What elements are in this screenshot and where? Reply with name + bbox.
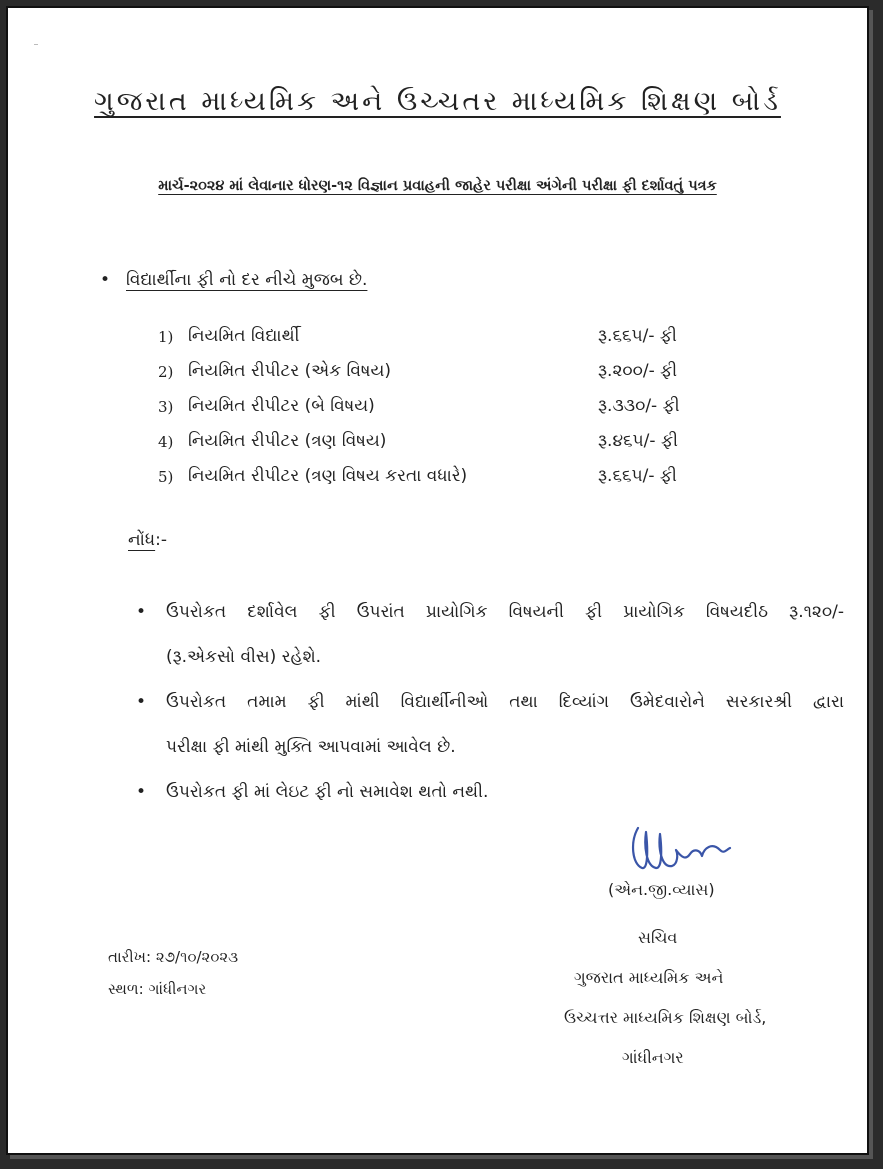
fee-row (158, 431, 718, 466)
fee-row-amount: રૂ.૪૬૫/- ફી (598, 431, 678, 451)
place-line: સ્થળ: ગાંધીનગર (108, 980, 207, 998)
fee-row-label: નિયમિત રીપીટર (બે વિષય) (188, 396, 375, 416)
document-subtitle: માર્ચ-૨૦૨૪ માં લેવાનાર ધોરણ-૧૨ વિજ્ઞાન પ્રવાહની જાહેર પરીક્ષા અંગેની પરીક્ષા ફી દર્શાવતું પત્રક (158, 178, 717, 194)
fee-row-amount: રૂ.૬૬૫/- ફી (598, 466, 677, 486)
date-line: તારીખ: ૨૭/૧૦/૨૦૨૩ (108, 948, 239, 966)
designation-line: ગાંધીનગર (622, 1048, 684, 1067)
note-heading-text: નોંધ (128, 530, 156, 550)
note-line: પરીક્ષા ફી માંથી મુક્તિ આપવામાં આવેલ છે. (166, 737, 456, 757)
signature-icon (626, 820, 736, 880)
fee-row-label: નિયમિત રીપીટર (એક વિષય) (188, 361, 392, 381)
designation-line: ઉચ્ચત્તર માધ્યમિક શિક્ષણ બોર્ડ, (564, 1008, 767, 1027)
document-page (6, 6, 869, 1155)
fee-heading (100, 270, 367, 290)
note-heading (128, 530, 167, 550)
designation-block (564, 918, 824, 1078)
fee-row-amount: રૂ.૬૬૫/- ફી (598, 326, 677, 346)
note-item (132, 770, 844, 815)
fee-row-label: નિયમિત વિદ્યાર્થી (188, 326, 300, 346)
fee-row (158, 326, 718, 361)
designation-line: ગુજરાત માધ્યમિક અને (574, 968, 724, 987)
note-item (132, 680, 844, 770)
fee-row-number: 1) (158, 328, 174, 346)
note-line: ઉપરોકત તમામ ફી માંથી વિદ્યાર્થીનીઓ તથા દિવ્યાંગ ઉમેદવારોને સરકારશ્રી દ્વારા (166, 692, 844, 712)
board-title: ગુજરાત માધ્યમિક અને ઉચ્ચતર માધ્યમિક શિક્ષણ બોર્ડ (94, 86, 781, 117)
bullet-icon: • (136, 782, 147, 802)
fee-row-number: 2) (158, 363, 174, 381)
note-heading-suffix: :- (155, 530, 167, 550)
fee-heading-text: વિદ્યાર્થીના ફી નો દર નીચે મુજબ છે. (126, 270, 368, 290)
fee-row-label: નિયમિત રીપીટર (ત્રણ વિષય કરતા વધારે) (188, 466, 468, 486)
fee-row-number: 4) (158, 433, 174, 451)
note-line: (રૂ.એકસો વીસ) રહેશે. (166, 647, 322, 667)
fee-row-number: 5) (158, 468, 174, 486)
fee-list (158, 326, 718, 501)
fee-row-label: નિયમિત રીપીટર (ત્રણ વિષય) (188, 431, 387, 451)
designation-line: સચિવ (638, 928, 678, 947)
bullet-icon: • (100, 270, 111, 290)
date-place-block (108, 941, 238, 1005)
fee-row (158, 466, 718, 501)
fee-row-number: 3) (158, 398, 174, 416)
notes-list (132, 590, 844, 815)
note-line: ઉપરોકત ફી માં લેઇટ ફી નો સમાવેશ થતો નથી. (166, 782, 489, 802)
scan-speck (34, 44, 38, 45)
fee-row-amount: રૂ.૨૦૦/- ફી (598, 361, 678, 381)
bullet-icon: • (136, 692, 147, 712)
note-line: ઉપરોકત દર્શાવેલ ફી ઉપરાંત પ્રાયોગિક વિષયની ફી પ્રાયોગિક વિષયદીઠ રૂ.૧૨૦/- (166, 602, 844, 622)
note-item (132, 590, 844, 680)
fee-row (158, 361, 718, 396)
signer-name: (એન.જી.વ્યાસ) (608, 880, 715, 899)
fee-row-amount: રૂ.૩૩૦/- ફી (598, 396, 680, 416)
bullet-icon: • (136, 602, 147, 622)
fee-row (158, 396, 718, 431)
